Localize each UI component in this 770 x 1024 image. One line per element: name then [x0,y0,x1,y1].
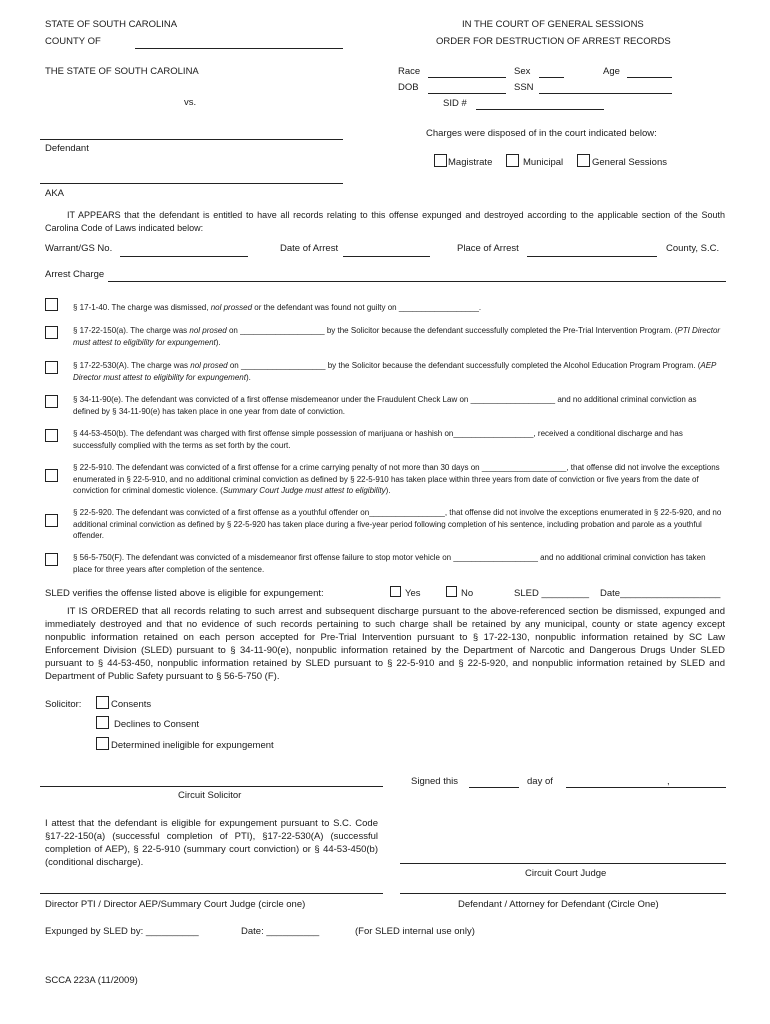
court-title: IN THE COURT OF GENERAL SESSIONS [462,19,644,30]
order-paragraph: IT IS ORDERED that all records relating to such arrest and subsequent discharge pursuant to the above-referenced section be dismissed, expunged and immediately destroyed and that no evidence of such records pertaining to such charge shall be retained by any municipal, county or state agency except nonpublic information retained on each person accepted for Pre-Trial Intervention pursuant to § 17-22-130, nonpublic information retained by SC Law Enforcement Division (SLED) pursuant to § 34-11-90(e), nonpublic information retained by the Department of Narcotic and Dangerous Drugs Under SLED pursuant to § 44-53-450, nonpublic information retained by SLED pursuant to § 22-5-910 and § 22-5-920, and nonpublic information retained by SLED and Department of Public Safety pursuant to § 56-5-750 (F). [45,606,725,682]
ineligible-checkbox[interactable] [96,737,109,750]
signed-month-field[interactable] [566,787,726,788]
arrest-charge-label: Arrest Charge [45,269,105,280]
day-of-label: day of [527,776,553,787]
section-17-22-150-checkbox[interactable] [45,326,58,339]
signed-comma: , [667,776,670,787]
section-22-5-910-checkbox[interactable] [45,469,58,482]
dob-field[interactable] [428,93,506,94]
sid-field[interactable] [476,109,604,110]
consents-label: Consents [111,699,152,710]
sled-internal-note: (For SLED internal use only) [355,926,475,937]
versus-label: vs. [184,97,197,108]
magistrate-label: Magistrate [448,157,493,168]
county-label: COUNTY OF [45,36,101,47]
director-signature-line[interactable] [40,893,383,894]
state-party: THE STATE OF SOUTH CAROLINA [45,66,199,77]
expunged-date-field[interactable]: Date: __________ [241,926,320,937]
arrest-date-field[interactable] [343,256,430,257]
sled-no-checkbox[interactable] [446,586,457,597]
sled-date-field[interactable]: Date___________________ [600,588,721,599]
age-label: Age [603,66,620,77]
municipal-label: Municipal [523,157,564,168]
sled-no-label: No [461,588,474,599]
charges-disposed-text: Charges were disposed of in the court indicated below: [426,128,657,139]
defendant-label: Defendant [45,143,89,154]
arrest-place-field[interactable] [527,256,657,257]
aka-label: AKA [45,188,65,199]
age-field[interactable] [627,77,672,78]
sled-initials-field[interactable]: SLED _________ [514,588,590,599]
general-sessions-checkbox[interactable] [577,154,590,167]
consents-checkbox[interactable] [96,696,109,709]
arrest-date-label: Date of Arrest [280,243,339,254]
signed-this-label: Signed this [411,776,459,787]
ssn-label: SSN [514,82,534,93]
judge-signature-line[interactable] [400,863,726,864]
county-sc-label: County, S.C. [666,243,720,254]
county-field[interactable] [135,48,343,49]
circuit-court-judge-label: Circuit Court Judge [525,868,607,879]
sled-verify-text: SLED verifies the offense listed above is eligible for expungement: [45,588,324,599]
defendant-field[interactable] [40,139,343,140]
intro-paragraph: IT APPEARS that the defendant is entitled to have all records relating to this offense expunged and destroyed according to the applicable section of the South Carolina Code of Laws indicated below: [45,210,725,233]
section-56-5-750-text: § 56-5-750(F). The defendant was convicted of a misdemeanor first offense failure to stop motor vehicle on ___________________ and no additional criminal conviction has taken place for three years after completion of the sentence. [73,553,706,574]
expunged-by-field[interactable]: Expunged by SLED by: __________ [45,926,199,937]
section-17-22-530-text: § 17-22-530(A). The charge was nol prosed on ___________________ by the Solicitor because the defendant successfully completed the Alcohol Education Program Program. (AEP Director must attest to eligibility for expungement). [73,361,717,382]
warrant-field[interactable] [120,256,248,257]
sex-field[interactable] [539,77,564,78]
section-56-5-750-checkbox[interactable] [45,553,58,566]
warrant-label: Warrant/GS No. [45,243,113,254]
solicitor-label: Solicitor: [45,699,82,710]
race-field[interactable] [428,77,506,78]
section-22-5-910-text: § 22-5-910. The defendant was convicted of a first offense for a crime carrying penalty of not more than 30 days on ___________________, that offense did not involve the exceptions enumerated in § 22-5-910, and no additional criminal conviction as defined by § 22-5-910 has taken place within three years from date of conviction or five years from the date of conviction for criminal domestic violence. (Summary Court Judge must attest to eligibility). [73,463,720,495]
defendant-signature-line[interactable] [400,893,726,894]
section-34-11-90-text: § 34-11-90(e). The defendant was convicted of a first offense misdemeanor under the Fraudulent Check Law on ___________________ and no additional criminal conviction as defined by § 34-11-90(e) has taken place in one year from date of conviction. [73,395,697,416]
section-44-53-450-text: § 44-53-450(b). The defendant was charged with first offense simple possession of marijuana or hashish on__________________, received a conditional discharge and has successfully complied with the terms as set forth by the court. [73,429,683,450]
state-heading: STATE OF SOUTH CAROLINA [45,19,178,30]
section-17-22-530-checkbox[interactable] [45,361,58,374]
attest-paragraph: I attest that the defendant is eligible for expungement pursuant to S.C. Code §17-22-150(a) (successful completion of PTI), §17-22-530(A) (successful completion of AEP), § 22-5-910 (summary court conviction) or § 44-53-450(b) (conditional discharge). [45,818,378,868]
section-17-1-40-checkbox[interactable] [45,298,58,311]
declines-checkbox[interactable] [96,716,109,729]
arrest-charge-field[interactable] [108,281,726,282]
signed-day-field[interactable] [469,787,519,788]
section-17-22-150-text: § 17-22-150(a). The charge was nol prosed on ___________________ by the Solicitor because the defendant successfully completed the Pre-Trial Intervention Program. (PTI Director must attest to eligibility for expungement). [73,326,721,347]
general-sessions-label: General Sessions [592,157,667,168]
municipal-checkbox[interactable] [506,154,519,167]
director-label: Director PTI / Director AEP/Summary Court Judge (circle one) [45,899,306,910]
section-44-53-450-checkbox[interactable] [45,429,58,442]
defendant-attorney-label: Defendant / Attorney for Defendant (Circle One) [458,899,659,910]
race-label: Race [398,66,421,77]
arrest-place-label: Place of Arrest [457,243,519,254]
aka-field[interactable] [40,183,343,184]
ssn-field[interactable] [539,93,672,94]
magistrate-checkbox[interactable] [434,154,447,167]
section-22-5-920-text: § 22-5-920. The defendant was convicted of a first offense as a youthful offender on_________________, that offense did not involve the exceptions enumerated in § 22-5-920, and no additional criminal conviction as defined by § 22-5-920 has taken place during a five-year period following completion of his sentence, including probation and parole as a youthful offender. [73,508,722,540]
form-id: SCCA 223A (11/2009) [45,975,138,986]
solicitor-signature-line[interactable] [40,786,383,787]
sid-label: SID # [443,98,467,109]
section-34-11-90-checkbox[interactable] [45,395,58,408]
declines-label: Declines to Consent [114,719,200,730]
dob-label: DOB [398,82,419,93]
sled-yes-checkbox[interactable] [390,586,401,597]
sex-label: Sex [514,66,531,77]
section-22-5-920-checkbox[interactable] [45,514,58,527]
section-17-1-40-text: § 17-1-40. The charge was dismissed, nol prossed or the defendant was found not guilty on __________________. [73,303,482,312]
ineligible-label: Determined ineligible for expungement [111,740,274,751]
sled-yes-label: Yes [405,588,421,599]
circuit-solicitor-label: Circuit Solicitor [178,790,242,801]
order-title: ORDER FOR DESTRUCTION OF ARREST RECORDS [436,36,671,47]
